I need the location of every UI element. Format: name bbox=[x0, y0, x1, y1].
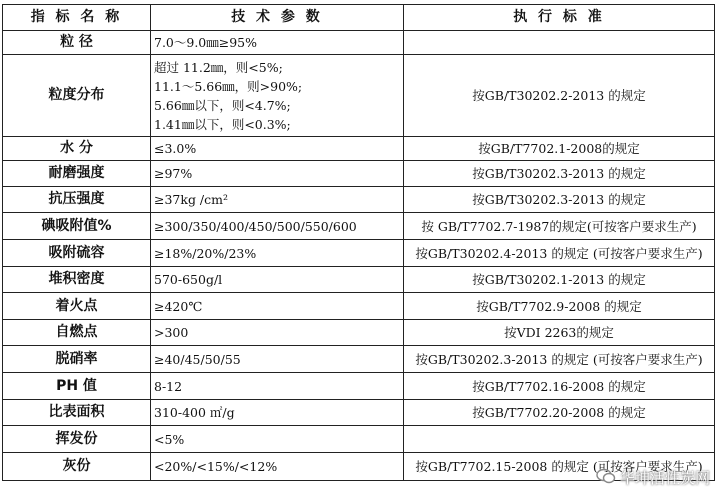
row-standard: 按GB/T30202.3-2013 的规定 bbox=[404, 187, 715, 213]
table-row bbox=[3, 320, 715, 346]
row-param bbox=[151, 55, 404, 137]
table-row bbox=[3, 293, 715, 320]
table-row bbox=[3, 426, 715, 453]
row-name: 粒 径 bbox=[3, 31, 151, 55]
table-row bbox=[3, 55, 715, 137]
row-standard bbox=[404, 426, 715, 453]
row-name: 抗压强度 bbox=[3, 187, 151, 213]
row-param: 8-12 bbox=[151, 373, 404, 400]
param-line: 1.41㎜以下，则<0.3%; bbox=[154, 116, 291, 132]
table-row bbox=[3, 267, 715, 293]
spec-table bbox=[2, 4, 715, 481]
col-header-param: 技 术 参 数 bbox=[151, 5, 404, 31]
row-name: 堆积密度 bbox=[3, 267, 151, 293]
row-standard: 按GB/T30202.1-2013 的规定 bbox=[404, 267, 715, 293]
watermark bbox=[596, 467, 710, 489]
row-param: >300 bbox=[151, 320, 404, 346]
row-param: 570-650g/l bbox=[151, 267, 404, 293]
row-name: 灰份 bbox=[3, 453, 151, 481]
table-row bbox=[3, 400, 715, 426]
row-name: 比表面积 bbox=[3, 400, 151, 426]
row-standard: 按GB/T30202.3-2013 的规定 (可按客户要求生产) bbox=[404, 346, 715, 373]
row-standard bbox=[404, 31, 715, 55]
table-row bbox=[3, 31, 715, 55]
param-line: 超过 11.2㎜，则<5%; bbox=[154, 59, 283, 75]
param-line: 11.1～5.66㎜，则>90%; bbox=[154, 78, 303, 94]
row-param: ≥97% bbox=[151, 161, 404, 187]
table-row bbox=[3, 187, 715, 213]
chat-bubble-icon bbox=[596, 468, 616, 488]
row-param: ≥40/45/50/55 bbox=[151, 346, 404, 373]
row-standard: 按GB/T30202.4-2013 的规定 (可按客户要求生产) bbox=[404, 240, 715, 267]
row-name: 脱硝率 bbox=[3, 346, 151, 373]
row-name: 吸附硫容 bbox=[3, 240, 151, 267]
row-name: 粒度分布 bbox=[3, 55, 151, 137]
row-standard: 按GB/T7702.15-2008 的规定 (可按客户要求生产) bbox=[404, 453, 715, 481]
col-header-standard: 执 行 标 准 bbox=[404, 5, 715, 31]
param-line: 5.66㎜以下，则<4.7%; bbox=[154, 97, 291, 113]
row-param: 7.0～9.0㎜≥95% bbox=[151, 31, 404, 55]
row-param: ≥420℃ bbox=[151, 293, 404, 320]
table-row bbox=[3, 373, 715, 400]
row-name: 碘吸附值% bbox=[3, 213, 151, 240]
row-standard: 按GB/T7702.1-2008的规定 bbox=[404, 137, 715, 161]
row-param: ≥37kg /cm² bbox=[151, 187, 404, 213]
table-row bbox=[3, 137, 715, 161]
row-standard: 按GB/T7702.16-2008 的规定 bbox=[404, 373, 715, 400]
header-row bbox=[3, 5, 715, 31]
col-header-name: 指 标 名 称 bbox=[3, 5, 151, 31]
row-param: ≤3.0% bbox=[151, 137, 404, 161]
row-standard: 按GB/T7702.20-2008 的规定 bbox=[404, 400, 715, 426]
watermark-text: 华坤活性炭网 bbox=[619, 468, 710, 487]
row-standard: 按GB/T7702.9-2008 的规定 bbox=[404, 293, 715, 320]
row-param: 310-400 ㎡/g bbox=[151, 400, 404, 426]
row-standard: 按VDI 2263的规定 bbox=[404, 320, 715, 346]
row-name: 耐磨强度 bbox=[3, 161, 151, 187]
row-param: ≥300/350/400/450/500/550/600 bbox=[151, 213, 404, 240]
row-param: <20%/<15%/<12% bbox=[151, 453, 404, 481]
row-name: PH 值 bbox=[3, 373, 151, 400]
table-row bbox=[3, 213, 715, 240]
row-name: 着火点 bbox=[3, 293, 151, 320]
table-row bbox=[3, 346, 715, 373]
row-param: ≥18%/20%/23% bbox=[151, 240, 404, 267]
row-name: 自燃点 bbox=[3, 320, 151, 346]
table-row bbox=[3, 161, 715, 187]
row-param: <5% bbox=[151, 426, 404, 453]
row-standard: 按 GB/T7702.7-1987的规定(可按客户要求生产) bbox=[404, 213, 715, 240]
row-standard: 按GB/T30202.2-2013 的规定 bbox=[404, 55, 715, 137]
row-name: 水 分 bbox=[3, 137, 151, 161]
table-row bbox=[3, 240, 715, 267]
row-name: 挥发份 bbox=[3, 426, 151, 453]
row-standard: 按GB/T30202.3-2013 的规定 bbox=[404, 161, 715, 187]
